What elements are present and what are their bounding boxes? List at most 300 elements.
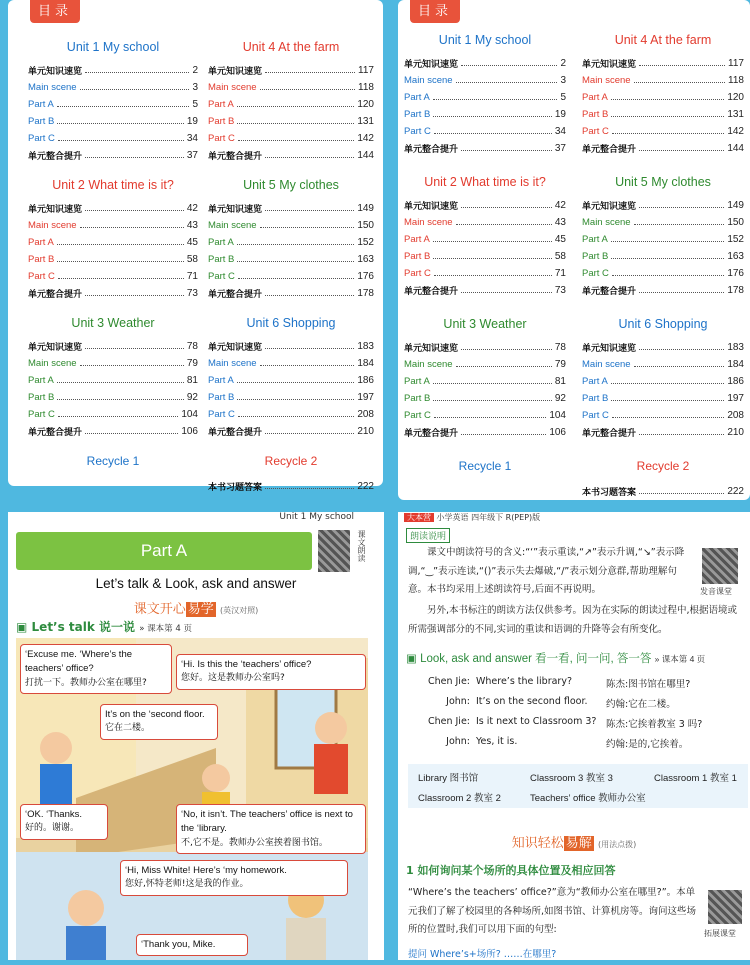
toc-unit-block (404, 33, 566, 157)
toc-entry[interactable] (208, 406, 374, 423)
toc-entry[interactable] (28, 372, 198, 389)
header-text: 小学英语 四年级下 R(PEP)版 (436, 513, 541, 522)
toc-unit-title[interactable]: Unit 2 What time is it? (52, 178, 174, 192)
dot-leader (639, 349, 724, 350)
toc-entry-page: 150 (357, 220, 374, 231)
speech-bubble (120, 860, 348, 896)
toc-entry[interactable] (208, 355, 374, 372)
toc-entry-label: Part B (582, 251, 609, 262)
dot-leader (433, 116, 551, 117)
toc-entry[interactable] (28, 217, 198, 234)
dot-leader (58, 416, 178, 417)
recycle-2-link[interactable]: Recycle 2 (636, 459, 690, 473)
toc-unit-title[interactable]: Unit 2 What time is it? (424, 175, 546, 189)
dot-leader (57, 123, 183, 124)
dot-leader (433, 258, 551, 259)
toc-entry-label: 单元整合提升 (404, 429, 459, 439)
toc-entry-label: 单元整合提升 (582, 145, 637, 155)
toc-entry-page: 58 (186, 254, 198, 265)
toc-entry[interactable] (582, 214, 744, 231)
dot-leader (611, 258, 724, 259)
dot-leader (260, 227, 355, 228)
toc-entry[interactable] (404, 231, 566, 248)
toc-unit-block (208, 40, 374, 164)
toc-entry[interactable] (404, 248, 566, 265)
qr-code[interactable] (708, 890, 742, 924)
toc-entry[interactable] (28, 355, 198, 372)
dot-leader (639, 65, 725, 66)
toc-entry[interactable] (28, 389, 198, 406)
speech-bubble (136, 934, 248, 956)
toc-entry-page: 142 (727, 126, 744, 137)
toc-entry[interactable] (582, 424, 744, 441)
toc-entry[interactable] (28, 338, 198, 355)
toc-entry-label: 单元知识速览 (582, 202, 637, 212)
dot-leader (434, 133, 552, 134)
recycle-1-link[interactable]: Recycle 1 (458, 459, 512, 473)
toc-entry-label: Part C (208, 271, 235, 282)
dot-leader (433, 241, 552, 242)
dot-leader (80, 89, 190, 90)
toc-entry[interactable] (208, 268, 374, 285)
dot-leader (639, 493, 724, 494)
bubble-zh: 打扰一下。教师办公室在哪里? (25, 677, 147, 688)
speech-bubble (176, 654, 366, 690)
toc-entry[interactable] (28, 200, 198, 217)
toc-entry[interactable] (208, 130, 374, 147)
dot-leader (57, 399, 183, 400)
toc-entry[interactable] (208, 79, 374, 96)
toc-entry[interactable] (582, 339, 744, 356)
toc-entry[interactable] (404, 123, 566, 140)
toc-entry[interactable] (404, 197, 566, 214)
page-header (404, 512, 540, 523)
toc-entry-label: Part C (404, 268, 431, 279)
toc-unit-title[interactable]: Unit 1 My school (438, 33, 532, 47)
toc-entry-page: 81 (186, 375, 198, 386)
toc-column-right (582, 33, 744, 500)
dot-leader (639, 434, 724, 435)
qr-code[interactable] (702, 548, 738, 584)
section-title (398, 832, 750, 851)
dot-leader (456, 366, 552, 367)
toc-unit-title[interactable]: Unit 1 My school (66, 40, 160, 54)
dot-leader (456, 82, 558, 83)
vocab-item: Classroom 2 教室 2 (418, 793, 501, 804)
toc-entry-page: 184 (727, 359, 744, 370)
dot-leader (634, 366, 725, 367)
dot-leader (238, 416, 354, 417)
section-title-text: 知识轻松 (511, 836, 564, 851)
dot-leader (634, 82, 725, 83)
toc-unit-title[interactable]: Unit 3 Weather (71, 316, 155, 330)
bubble-zh: 您好。这是教师办公室吗? (181, 673, 285, 684)
talk-page-ref: » 课本第 4 页 (139, 624, 192, 634)
toc-entry[interactable] (28, 147, 198, 164)
toc-entry-page: 5 (192, 99, 198, 110)
toc-entry[interactable] (28, 234, 198, 251)
toc-entry-page: 92 (186, 392, 198, 403)
toc-entry-label: 单元整合提升 (28, 152, 83, 162)
toc-entry[interactable] (208, 285, 374, 302)
talk-header (16, 618, 192, 635)
dot-leader (461, 207, 552, 208)
toc-entry-label: 单元知识速览 (582, 344, 637, 354)
dialogue-chinese: 陈杰:它挨着教室 3 吗? (606, 719, 703, 730)
dot-leader (57, 382, 184, 383)
toc-entry[interactable] (404, 106, 566, 123)
toc-entry[interactable] (582, 123, 744, 140)
dot-leader (265, 157, 354, 158)
toc-entry[interactable] (582, 282, 744, 299)
toc-answers-entry[interactable] (208, 478, 374, 495)
toc-entry-label: 单元整合提升 (208, 428, 263, 438)
toc-entry-label: 单元知识速览 (208, 205, 263, 215)
toc-answers-entry[interactable] (582, 483, 744, 500)
bubble-en: ‘No, it isn’t. The teachers’ office is next to the ‘library. (181, 809, 353, 835)
vocab-item: Classroom 3 教室 3 (530, 773, 613, 784)
dialogue-chinese: 陈杰:图书馆在哪里? (606, 679, 691, 690)
toc-entry[interactable] (582, 89, 744, 106)
toc-unit-block (28, 178, 198, 302)
pattern-line: 提问 Where’s+场所? ……在哪里? (408, 949, 557, 960)
toc-entry-label: 单元知识速览 (28, 67, 83, 77)
toc-entry-page: 222 (357, 481, 374, 492)
toc-column-left (28, 40, 198, 468)
toc-entry-page: 42 (186, 203, 198, 214)
toc-entry-page: 42 (554, 200, 566, 211)
toc-entry-label: Part A (28, 99, 54, 110)
toc-entry-label: Part B (208, 116, 235, 127)
toc-entry-page: 58 (554, 251, 566, 262)
dot-leader (612, 417, 724, 418)
toc-entry[interactable] (582, 231, 744, 248)
toc-entry-label: Main scene (28, 358, 77, 369)
toc-entry[interactable] (582, 356, 744, 373)
toc-entry[interactable] (582, 197, 744, 214)
toc-unit-block (404, 317, 566, 441)
toc-entry-page: 149 (727, 200, 744, 211)
toc-entry-label: 单元知识速览 (404, 60, 459, 70)
dot-leader (639, 207, 724, 208)
toc-entry-page: 178 (357, 288, 374, 299)
dot-leader (57, 261, 183, 262)
toc-entry-label: 单元知识速览 (404, 202, 459, 212)
dialogue-chinese: 约翰:它在二楼。 (606, 699, 676, 710)
toc-entry-page: 149 (357, 203, 374, 214)
toc-entry-page: 71 (186, 271, 198, 282)
dot-leader (433, 99, 558, 100)
toc-entry-label: Part B (208, 254, 235, 265)
toc-entry[interactable] (28, 423, 198, 440)
toc-unit-title[interactable]: Unit 6 Shopping (246, 316, 336, 330)
section-title-note: (用法点拨) (597, 840, 637, 849)
dot-leader (612, 133, 724, 134)
toc-entry[interactable] (582, 373, 744, 390)
toc-entry-page: 2 (192, 65, 198, 76)
bubble-en: ‘Thank you, Mike. (141, 939, 216, 950)
toc-entry-label: Part C (404, 410, 431, 421)
reading-paragraph: 另外,本书标注的朗读方法仅供参考。因为在实际的朗读过程中,根据语境或所需强调部分的不同,实词的重读和语调的升降等会有所变化。 (408, 605, 738, 635)
toc-entry[interactable] (582, 390, 744, 407)
dot-leader (58, 278, 184, 279)
dot-leader (238, 278, 354, 279)
toc-entry-page: 37 (186, 150, 198, 161)
toc-entry[interactable] (28, 130, 198, 147)
toc-entry-page: 104 (181, 409, 198, 420)
dialogue-chinese: 约翰:是的,它挨着。 (606, 739, 689, 750)
toc-entry-page: 92 (554, 393, 566, 404)
dot-leader (433, 383, 552, 384)
dot-leader (237, 399, 354, 400)
talk-page-text: 课本第 4 页 (147, 624, 192, 634)
recycle-2-link[interactable]: Recycle 2 (264, 454, 318, 468)
vocab-item: Library 图书馆 (418, 773, 479, 784)
toc-entry-label: Part C (208, 133, 235, 144)
toc-entry[interactable] (404, 282, 566, 299)
toc-entry-page: 222 (727, 486, 744, 497)
dot-leader (260, 89, 355, 90)
toc-unit-block (28, 40, 198, 164)
toc-entry-label: Part B (28, 254, 55, 265)
dot-leader (612, 275, 724, 276)
toc-entry-page: 142 (357, 133, 374, 144)
toc-entry-page: 43 (554, 217, 566, 228)
dialogue-english: Is it next to Classroom 3? (476, 716, 597, 727)
recycle-1-link[interactable]: Recycle 1 (86, 454, 140, 468)
reading-note-tag: 朗读说明 (406, 528, 450, 543)
toc-entry-label: Main scene (208, 220, 257, 231)
dot-leader (461, 349, 552, 350)
toc-entry-label: Part B (404, 251, 431, 262)
toc-entry[interactable] (28, 62, 198, 79)
toc-entry[interactable] (404, 424, 566, 441)
dot-leader (611, 241, 724, 242)
toc-unit-title[interactable]: Unit 5 My clothes (615, 175, 711, 189)
toc-entry-page: 183 (727, 342, 744, 353)
qr-code[interactable] (318, 530, 350, 572)
toc-entry-label: Part A (28, 375, 54, 386)
toc-entry[interactable] (404, 72, 566, 89)
toc-entry-page: 178 (727, 285, 744, 296)
toc-entry[interactable] (28, 251, 198, 268)
dot-leader (57, 106, 190, 107)
toc-entry-label: 单元整合提升 (208, 290, 263, 300)
toc-entry-page: 43 (186, 220, 198, 231)
dot-leader (265, 488, 354, 489)
toc-entry-label: Part C (582, 410, 609, 421)
toc-entry-label: Part B (582, 393, 609, 404)
toc-entry-page: 78 (554, 342, 566, 353)
book-icon: ▣ (406, 653, 417, 665)
look-page-ref: » 课本第 4 页 (654, 654, 706, 664)
toc-entry[interactable] (208, 96, 374, 113)
bubble-en: ‘Hi, Miss White! Here’s ‘my homework. (125, 865, 287, 876)
toc-entry-page: 5 (560, 92, 566, 103)
toc-entry[interactable] (404, 89, 566, 106)
toc-entry[interactable] (404, 339, 566, 356)
toc-entry[interactable] (28, 285, 198, 302)
dialogue-speaker: Chen Jie: (427, 716, 470, 727)
toc-entry-page: 183 (357, 341, 374, 352)
toc-entry-page: 150 (727, 217, 744, 228)
toc-entry[interactable] (28, 113, 198, 130)
toc-entry-label: 单元整合提升 (404, 287, 459, 297)
toc-entry-page: 163 (357, 254, 374, 265)
toc-entry[interactable] (28, 268, 198, 285)
toc-entry-label: Main scene (582, 217, 631, 228)
speech-bubble (20, 644, 172, 694)
toc-entry-label: 单元知识速览 (404, 344, 459, 354)
toc-unit-title[interactable]: Unit 6 Shopping (618, 317, 708, 331)
dialogue-english: Where’s the library? (476, 676, 573, 687)
toc-entry[interactable] (208, 389, 374, 406)
toc-entry[interactable] (28, 96, 198, 113)
toc-unit-title[interactable]: Unit 4 At the farm (614, 33, 712, 47)
part-a-banner: Part A (16, 532, 312, 570)
toc-entry[interactable] (404, 356, 566, 373)
toc-entry-label: Part A (404, 234, 430, 245)
bubble-en: ‘Hi. Is this the ‘teachers’ office? (181, 659, 312, 670)
toc-entry[interactable] (582, 140, 744, 157)
book-icon: ▣ (16, 620, 28, 634)
toc-entry-label: Part C (28, 271, 55, 282)
dot-leader (434, 417, 546, 418)
toc-entry-page: 120 (357, 99, 374, 110)
toc-entry[interactable] (582, 407, 744, 424)
toc-entry-label: Main scene (582, 75, 631, 86)
toc-entry-label: 单元整合提升 (582, 287, 637, 297)
toc-entry-page: 184 (357, 358, 374, 369)
toc-entry-page: 106 (181, 426, 198, 437)
toc-entry-page: 34 (186, 133, 198, 144)
header-tag: 大本营 (404, 513, 434, 522)
dot-leader (461, 292, 552, 293)
toc-tab: 目录 (30, 0, 80, 23)
toc-entry[interactable] (582, 248, 744, 265)
toc-entry-label: 单元整合提升 (28, 290, 83, 300)
toc-entry[interactable] (208, 113, 374, 130)
toc-entry[interactable] (208, 62, 374, 79)
toc-entry-label: Part A (28, 237, 54, 248)
toc-entry[interactable] (404, 55, 566, 72)
dot-leader (434, 275, 552, 276)
bubble-zh: 不,它不是。教师办公室挨着图书馆。 (181, 837, 328, 848)
toc-entry[interactable] (404, 265, 566, 282)
dot-leader (85, 348, 184, 349)
qr-caption: 拓展课堂 (704, 929, 736, 938)
toc-entry-label: 本书习题答案 (208, 483, 263, 493)
toc-entry-label: Main scene (208, 82, 257, 93)
toc-entry[interactable] (404, 373, 566, 390)
toc-entry[interactable] (208, 200, 374, 217)
toc-entry-page: 118 (358, 82, 374, 93)
toc-unit-block (404, 175, 566, 299)
toc-entry-label: Part B (404, 393, 431, 404)
dot-leader (634, 224, 725, 225)
toc-unit-block (582, 317, 744, 441)
toc-entry[interactable] (28, 406, 198, 423)
toc-entry-page: 176 (357, 271, 374, 282)
bubble-en: It’s on the ‘second floor. (105, 709, 205, 720)
toc-entry-label: Main scene (404, 217, 453, 228)
toc-entry[interactable] (28, 79, 198, 96)
toc-entry[interactable] (208, 251, 374, 268)
toc-entry-page: 197 (357, 392, 374, 403)
toc-entry-label: 单元整合提升 (404, 145, 459, 155)
dot-leader (265, 72, 355, 73)
toc-entry[interactable] (208, 338, 374, 355)
dot-leader (238, 140, 354, 141)
vocab-item: Teachers’ office 教师办公室 (530, 793, 646, 804)
toc-entry-label: Part C (28, 409, 55, 420)
subsection-header: 1 如何询问某个场所的具体位置及相应回答 (406, 864, 616, 877)
toc-entry[interactable] (404, 214, 566, 231)
look-label: Look, ask and answer 看一看, 问一问, 答一答 (420, 653, 652, 665)
toc-entry-label: Main scene (404, 359, 453, 370)
toc-entry-label: Main scene (208, 358, 257, 369)
toc-entry[interactable] (208, 217, 374, 234)
toc-unit-title[interactable]: Unit 5 My clothes (243, 178, 339, 192)
dot-leader (85, 157, 184, 158)
dot-leader (85, 433, 178, 434)
explanation-paragraph: “Where’s the teachers’ office?”意为“教师办公室在哪里?”。本单元我们了解了校园里的各种场所,如图书馆、计算机房等。询问这些场所的位置时,我们可以用下面的句型: (408, 887, 697, 936)
dot-leader (611, 383, 724, 384)
toc-entry[interactable] (208, 372, 374, 389)
dot-leader (461, 65, 557, 66)
toc-entry-label: Part C (582, 126, 609, 137)
toc-entry[interactable] (582, 106, 744, 123)
dot-leader (85, 295, 184, 296)
illustration-scene (16, 638, 368, 960)
toc-entry[interactable] (404, 390, 566, 407)
toc-entry-label: Part A (208, 375, 234, 386)
toc-entry-label: Part B (28, 116, 55, 127)
toc-entry[interactable] (582, 72, 744, 89)
toc-entry[interactable] (208, 147, 374, 164)
dialogue-speaker: John: (446, 696, 470, 707)
toc-entry-page: 131 (357, 116, 374, 127)
toc-entry-page: 144 (357, 150, 374, 161)
toc-unit-title[interactable]: Unit 3 Weather (443, 317, 527, 331)
toc-entry-label: 单元知识速览 (208, 343, 263, 353)
toc-entry-page: 152 (727, 234, 744, 245)
toc-entry-label: Main scene (28, 220, 77, 231)
dot-leader (461, 150, 552, 151)
dialogue-english: It’s on the second floor. (476, 696, 588, 707)
toc-entry-label: 单元整合提升 (28, 428, 83, 438)
toc-entry[interactable] (404, 140, 566, 157)
toc-entry[interactable] (208, 234, 374, 251)
dot-leader (80, 227, 184, 228)
toc-entry[interactable] (404, 407, 566, 424)
toc-entry[interactable] (582, 265, 744, 282)
toc-entry-page: 186 (357, 375, 374, 386)
toc-entry[interactable] (582, 55, 744, 72)
toc-entry-label: Part C (208, 409, 235, 420)
toc-entry[interactable] (208, 423, 374, 440)
toc-entry-label: Part C (404, 126, 431, 137)
lesson-page-left (8, 512, 384, 960)
toc-entry-page: 34 (554, 126, 566, 137)
toc-entry-page: 118 (728, 75, 744, 86)
toc-entry-page: 197 (727, 393, 744, 404)
toc-unit-block (582, 175, 744, 299)
toc-entry-page: 73 (554, 285, 566, 296)
dot-leader (265, 433, 354, 434)
toc-entry-page: 81 (554, 376, 566, 387)
toc-unit-title[interactable]: Unit 4 At the farm (242, 40, 340, 54)
